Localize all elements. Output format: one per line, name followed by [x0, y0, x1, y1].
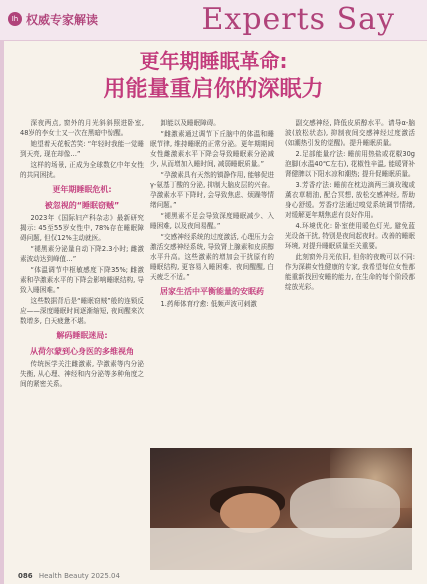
- paragraph: 1.药师体育疗愈: 低频声波可刺激: [160, 300, 257, 308]
- paragraph: “雌激素通过调节下丘脑中的体温和睡眠节律, 维持睡眠的正常分泌。更年期期间女性雌激素水平下降会导致睡眠素分泌减少, 从而增加入睡时间, 减弱睡眠质量。”: [150, 130, 274, 168]
- paragraph: “体温调节中枢敏感度下降35%; 雌激素和孕激素水平的下降会影响睡眠结构, 导致入睡困难。”: [20, 266, 144, 294]
- paragraph: 此刻窗外月光依旧, 但你的夜晚可以不同: 作为深耕女性健康的专家, 我希望每位女性都能重新找回安睡的能力, 在生命的每个阶段都绽放光彩。: [285, 253, 415, 291]
- subheading: 更年期睡眠危机:: [52, 185, 112, 194]
- paragraph: “褪黑素不足会导致深度睡眠减少、入睡困难, 以及夜间易醒。”: [150, 212, 274, 230]
- paragraph: “褪黑素分泌量自动下降2.3小时; 雌激素波动达到峰值…”: [20, 245, 144, 263]
- article-title-line1: 更年期睡眠革命:: [139, 49, 288, 73]
- paragraph: 副交感神经, 降低皮质醇水平。请导α-脑波(放松状态), 抑制夜间交感神经过度激活(如潮热引发的觉醒)。提升睡眠质量。: [285, 119, 415, 147]
- paragraph: 这样的场景, 正成为全球数亿中年女性的共同困扰。: [20, 161, 144, 179]
- magazine-issue: Health Beauty 2025.04: [38, 572, 120, 580]
- paragraph: 她望着天花板苦笑: “年轻时我能一觉睡到天亮, 现在却像…”: [20, 140, 144, 158]
- section-badge: Ih: [8, 12, 22, 26]
- column-2: [150, 118, 274, 310]
- page-footer: [18, 572, 120, 580]
- section-header: [0, 0, 427, 41]
- subheading: 居家生活中平衡能量的安眠药: [160, 287, 264, 296]
- column-3: [285, 118, 415, 293]
- paragraph: 2023年《国际妇产科杂志》最新研究揭示: 45至55岁女性中, 78%存在睡眠障碍问题, 但仅12%主动就医。: [20, 214, 144, 242]
- paragraph: 4.环境优化: 卧室使用暖色灯光, 避免蓝光设备干扰, 特别是夜间起夜时。改善的睡眠环境, 对提升睡眠质量至关重要。: [285, 222, 415, 250]
- paragraph: 3.芳香疗法: 睡前在枕边滴两三滴玫瑰或薰衣草精油, 配合冥想, 放松交感神经, 帮助身心舒缓。芳香疗法通过嗅觉系统调节情绪, 对缓解更年期焦虑有良好作用。: [285, 181, 415, 219]
- column-1: [20, 118, 144, 390]
- face-shape: [220, 493, 280, 533]
- paragraph: 这些数据背后是“睡眠窃贼”般的连锁反应——深度睡眠时间逐渐缩短, 夜间醒来次数增多, 白天疲惫不堪。: [20, 297, 144, 325]
- sleeping-woman-photo: [150, 448, 412, 570]
- paragraph: 深夜两点, 窗外的月光斜斜照进卧室, 48岁的李女士又一次在黑暗中惊醒。: [20, 119, 144, 137]
- subheading: 解码睡眠迷局:: [56, 331, 108, 340]
- paragraph: 2.足部能量疗法: 睡前用热盐或花椒30g泡脚(水温40℃左右), 花椒性辛温, 能暖肾补肾健脾以下阳水凉和潮热; 提升促睡眠质量。: [285, 150, 415, 178]
- section-title-en: Experts Say: [201, 2, 395, 37]
- paragraph: “交感神经系统的过度激活, 心理压力会激活交感神经系统, 导致肾上腺素和皮质醇水平升高。这些激素的增加会干扰原有的睡眠结构, 更容易入睡困难、夜间醒醒, 白天疲乏不适。”: [150, 233, 274, 281]
- page-number: 086: [18, 572, 33, 580]
- subheading: 被忽视的“睡眠窃贼”: [44, 201, 120, 210]
- paragraph: “孕激素具有天然的镇静作用, 能够促进γ-氨基丁酸的分泌, 抑制大脑皮层的兴奋。孕激素水平下降时, 会导致焦虑、烦躁等情绪问题。”: [150, 171, 274, 209]
- paragraph: 传统医学关注雌激素, 孕激素等内分泌失衡, 从心理、神经和内分泌等多种角度之间的紧密关系。: [20, 360, 144, 388]
- section-title-cn: 权威专家解读: [26, 13, 99, 27]
- paragraph: 卸能以及睡眠障碍。: [160, 119, 220, 127]
- bedsheet-shape: [150, 528, 412, 570]
- article-title-line2: 用能量重启你的深眠力: [103, 77, 324, 102]
- subheading: 从荷尔蒙到心身医的多维视角: [30, 347, 134, 356]
